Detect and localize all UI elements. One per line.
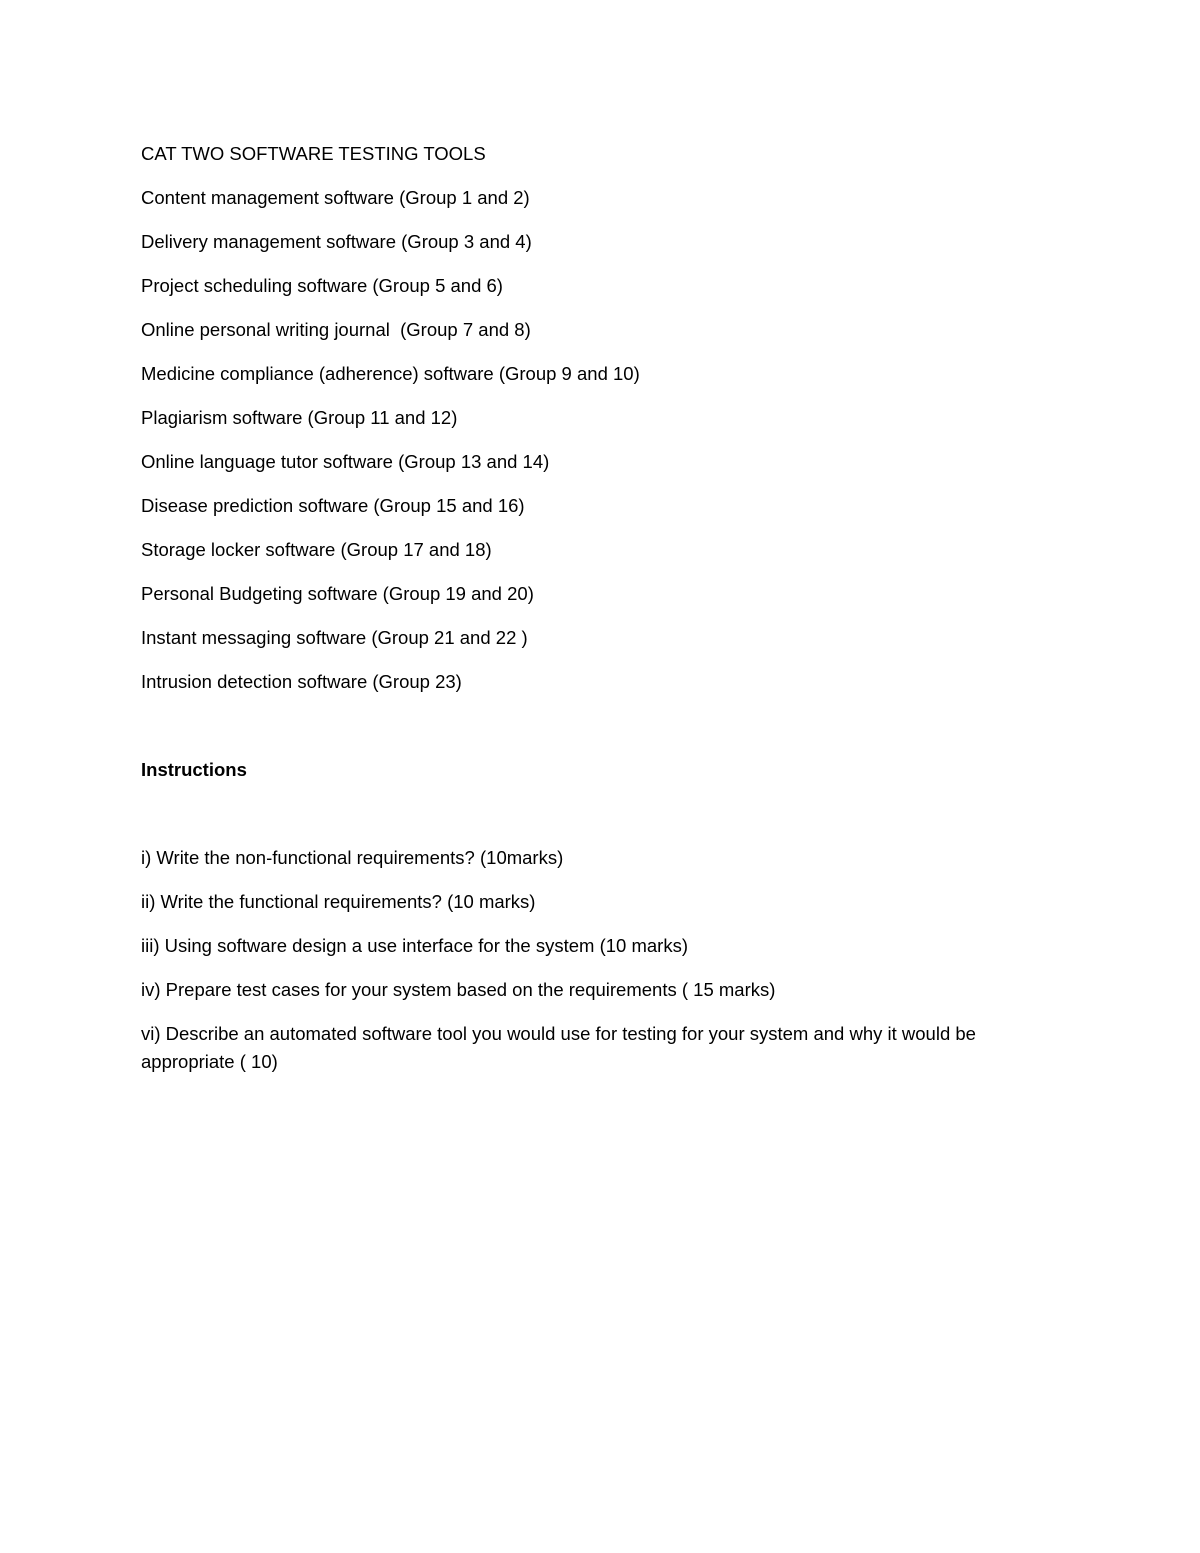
instruction-item: ii) Write the functional requirements? (10 marks)	[141, 891, 536, 912]
topic-item: Personal Budgeting software (Group 19 and 20)	[141, 583, 534, 604]
topic-list	[141, 184, 1061, 696]
topic-item: Medicine compliance (adherence) software (Group 9 and 10)	[141, 363, 640, 384]
topic-item: Intrusion detection software (Group 23)	[141, 671, 462, 692]
instruction-item: vi) Describe an automated software tool you would use for testing for your system and why it would be appropriate ( 10)	[141, 1023, 982, 1072]
document-title: CAT TWO SOFTWARE TESTING TOOLS	[141, 143, 486, 164]
topic-item: Delivery management software (Group 3 and 4)	[141, 231, 532, 252]
topic-item: Instant messaging software (Group 21 and 22 )	[141, 627, 528, 648]
document-content	[141, 140, 1061, 1092]
instruction-item: i) Write the non-functional requirements? (10marks)	[141, 847, 564, 868]
topic-item: Storage locker software (Group 17 and 18)	[141, 539, 492, 560]
topic-item: Project scheduling software (Group 5 and 6)	[141, 275, 503, 296]
instruction-item: iii) Using software design a use interface for the system (10 marks)	[141, 935, 688, 956]
instruction-item: iv) Prepare test cases for your system based on the requirements ( 15 marks)	[141, 979, 776, 1000]
topic-item: Online personal writing journal (Group 7 and 8)	[141, 319, 531, 340]
topic-item: Plagiarism software (Group 11 and 12)	[141, 407, 458, 428]
topic-item: Content management software (Group 1 and 2)	[141, 187, 530, 208]
topic-item: Online language tutor software (Group 13 and 14)	[141, 451, 550, 472]
instruction-list	[141, 844, 1061, 1076]
topic-item: Disease prediction software (Group 15 and 16)	[141, 495, 525, 516]
instructions-heading: Instructions	[141, 759, 247, 780]
